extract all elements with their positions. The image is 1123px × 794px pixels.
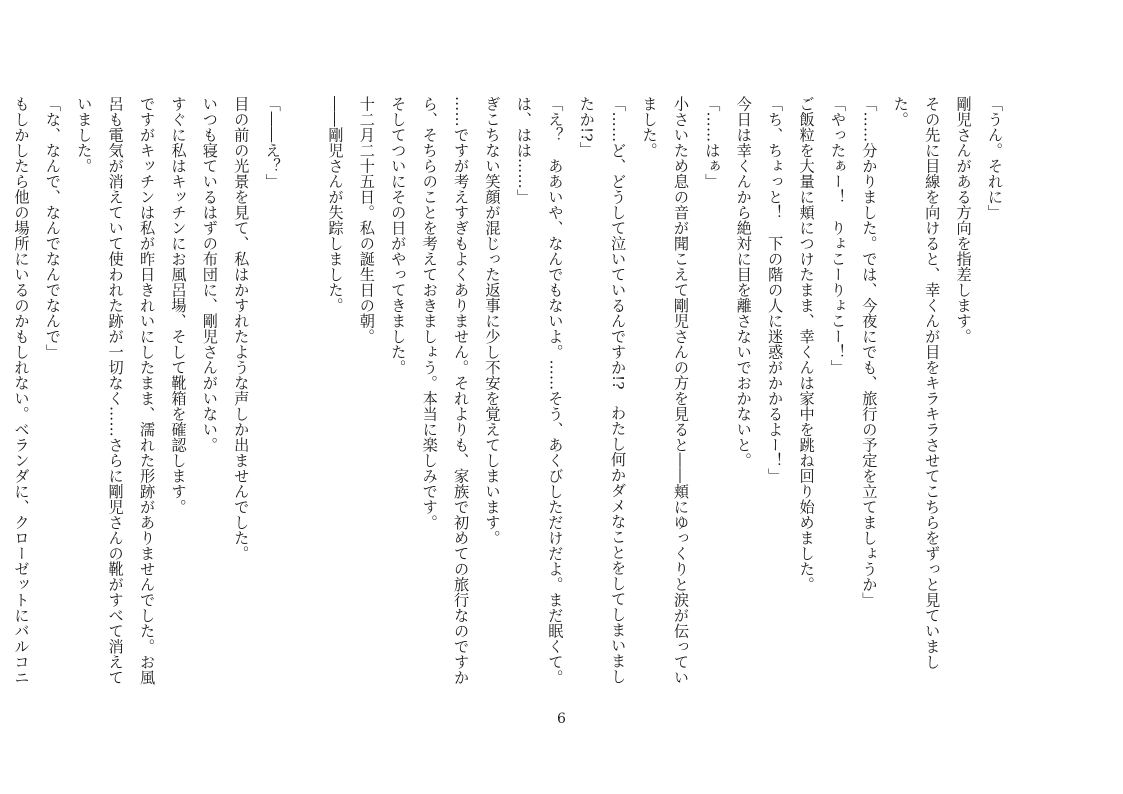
paragraph: その先に目線を向けると、幸くんが目をキラキラさせてこちらをずっと見ていました。 xyxy=(891,96,942,670)
paragraph: 「やったぁー！ りょこーりょこー！」 xyxy=(828,96,847,375)
paragraph: 「な、なんで、なんでなんでなんで」 xyxy=(43,96,62,360)
page-number: 6 xyxy=(557,711,566,727)
paragraph: 剛児さんがある方向を指差します。 xyxy=(954,96,973,344)
paragraph: そしてついにその日がやってきました。 xyxy=(389,96,408,375)
paragraph: もしかしたら他の場所にいるのかもしれない。ベランダに、クローゼットにバルコニ xyxy=(12,96,31,685)
paragraph: ぎこちない笑顔が混じった返事に少し不安を覚えてしまいます。 xyxy=(483,96,502,546)
paragraph: 「――え？」 xyxy=(263,96,282,189)
paragraph: 「うん。それに」 xyxy=(986,96,1004,220)
vertical-body-text xyxy=(12,96,1010,696)
paragraph: 十二月二十五日。私の誕生日の朝。 xyxy=(357,96,376,344)
paragraph: ご飯粒を大量に頬につけたまま、幸くんは家中を跳ね回り始めました。 xyxy=(797,96,816,592)
paragraph: ですがキッチンは私が昨日きれいにしたまま、濡れた形跡がありませんでした。お風呂も電気が消えていて使われた跡が一切なく……さらに剛児さんの靴がすべて消えていました。 xyxy=(75,96,157,685)
paragraph: 「……はぁ」 xyxy=(703,96,722,189)
paragraph: いつも寝ているはずの布団に、剛児さんがいない。 xyxy=(200,96,219,453)
paragraph: 「……分かりました。では、今夜にでも、旅行の予定を立てましょうか」 xyxy=(860,96,879,608)
paragraph: 小さいため息の音が聞こえて剛児さんの方を見ると――頬にゆっくりと涙が伝っていました。 xyxy=(640,96,690,685)
paragraph: 今日は幸くんから絶対に目を離さないでおかないと。 xyxy=(734,96,753,468)
paragraph: すぐに私はキッチンにお風呂場、そして靴箱を確認します。 xyxy=(169,96,188,515)
paragraph: 目の前の光景を見て、私はかすれたような声しか出ませんでした。 xyxy=(232,96,251,561)
paragraph: 「……ど、どうして泣いているんですか!? わたし何かダメなことをしてしまいましたか!?」 xyxy=(577,96,628,685)
blank-line xyxy=(288,96,319,696)
paragraph: ……ですが考えすぎもよくありません。それよりも、家族で初めての旅行なのですから、そちらのことを考えておきましょう。本当に楽しみです。 xyxy=(420,96,471,685)
paragraph: 「え？ ああいや、なんでもないよ。……そう、あくびしただけだよ。まだ眠くて。は、はは……」 xyxy=(514,96,565,685)
paragraph: ――剛児さんが失踪しました。 xyxy=(326,96,345,313)
paragraph: 「ち、ちょっと！ 下の階の人に迷惑がかかるよー！」 xyxy=(766,96,785,484)
